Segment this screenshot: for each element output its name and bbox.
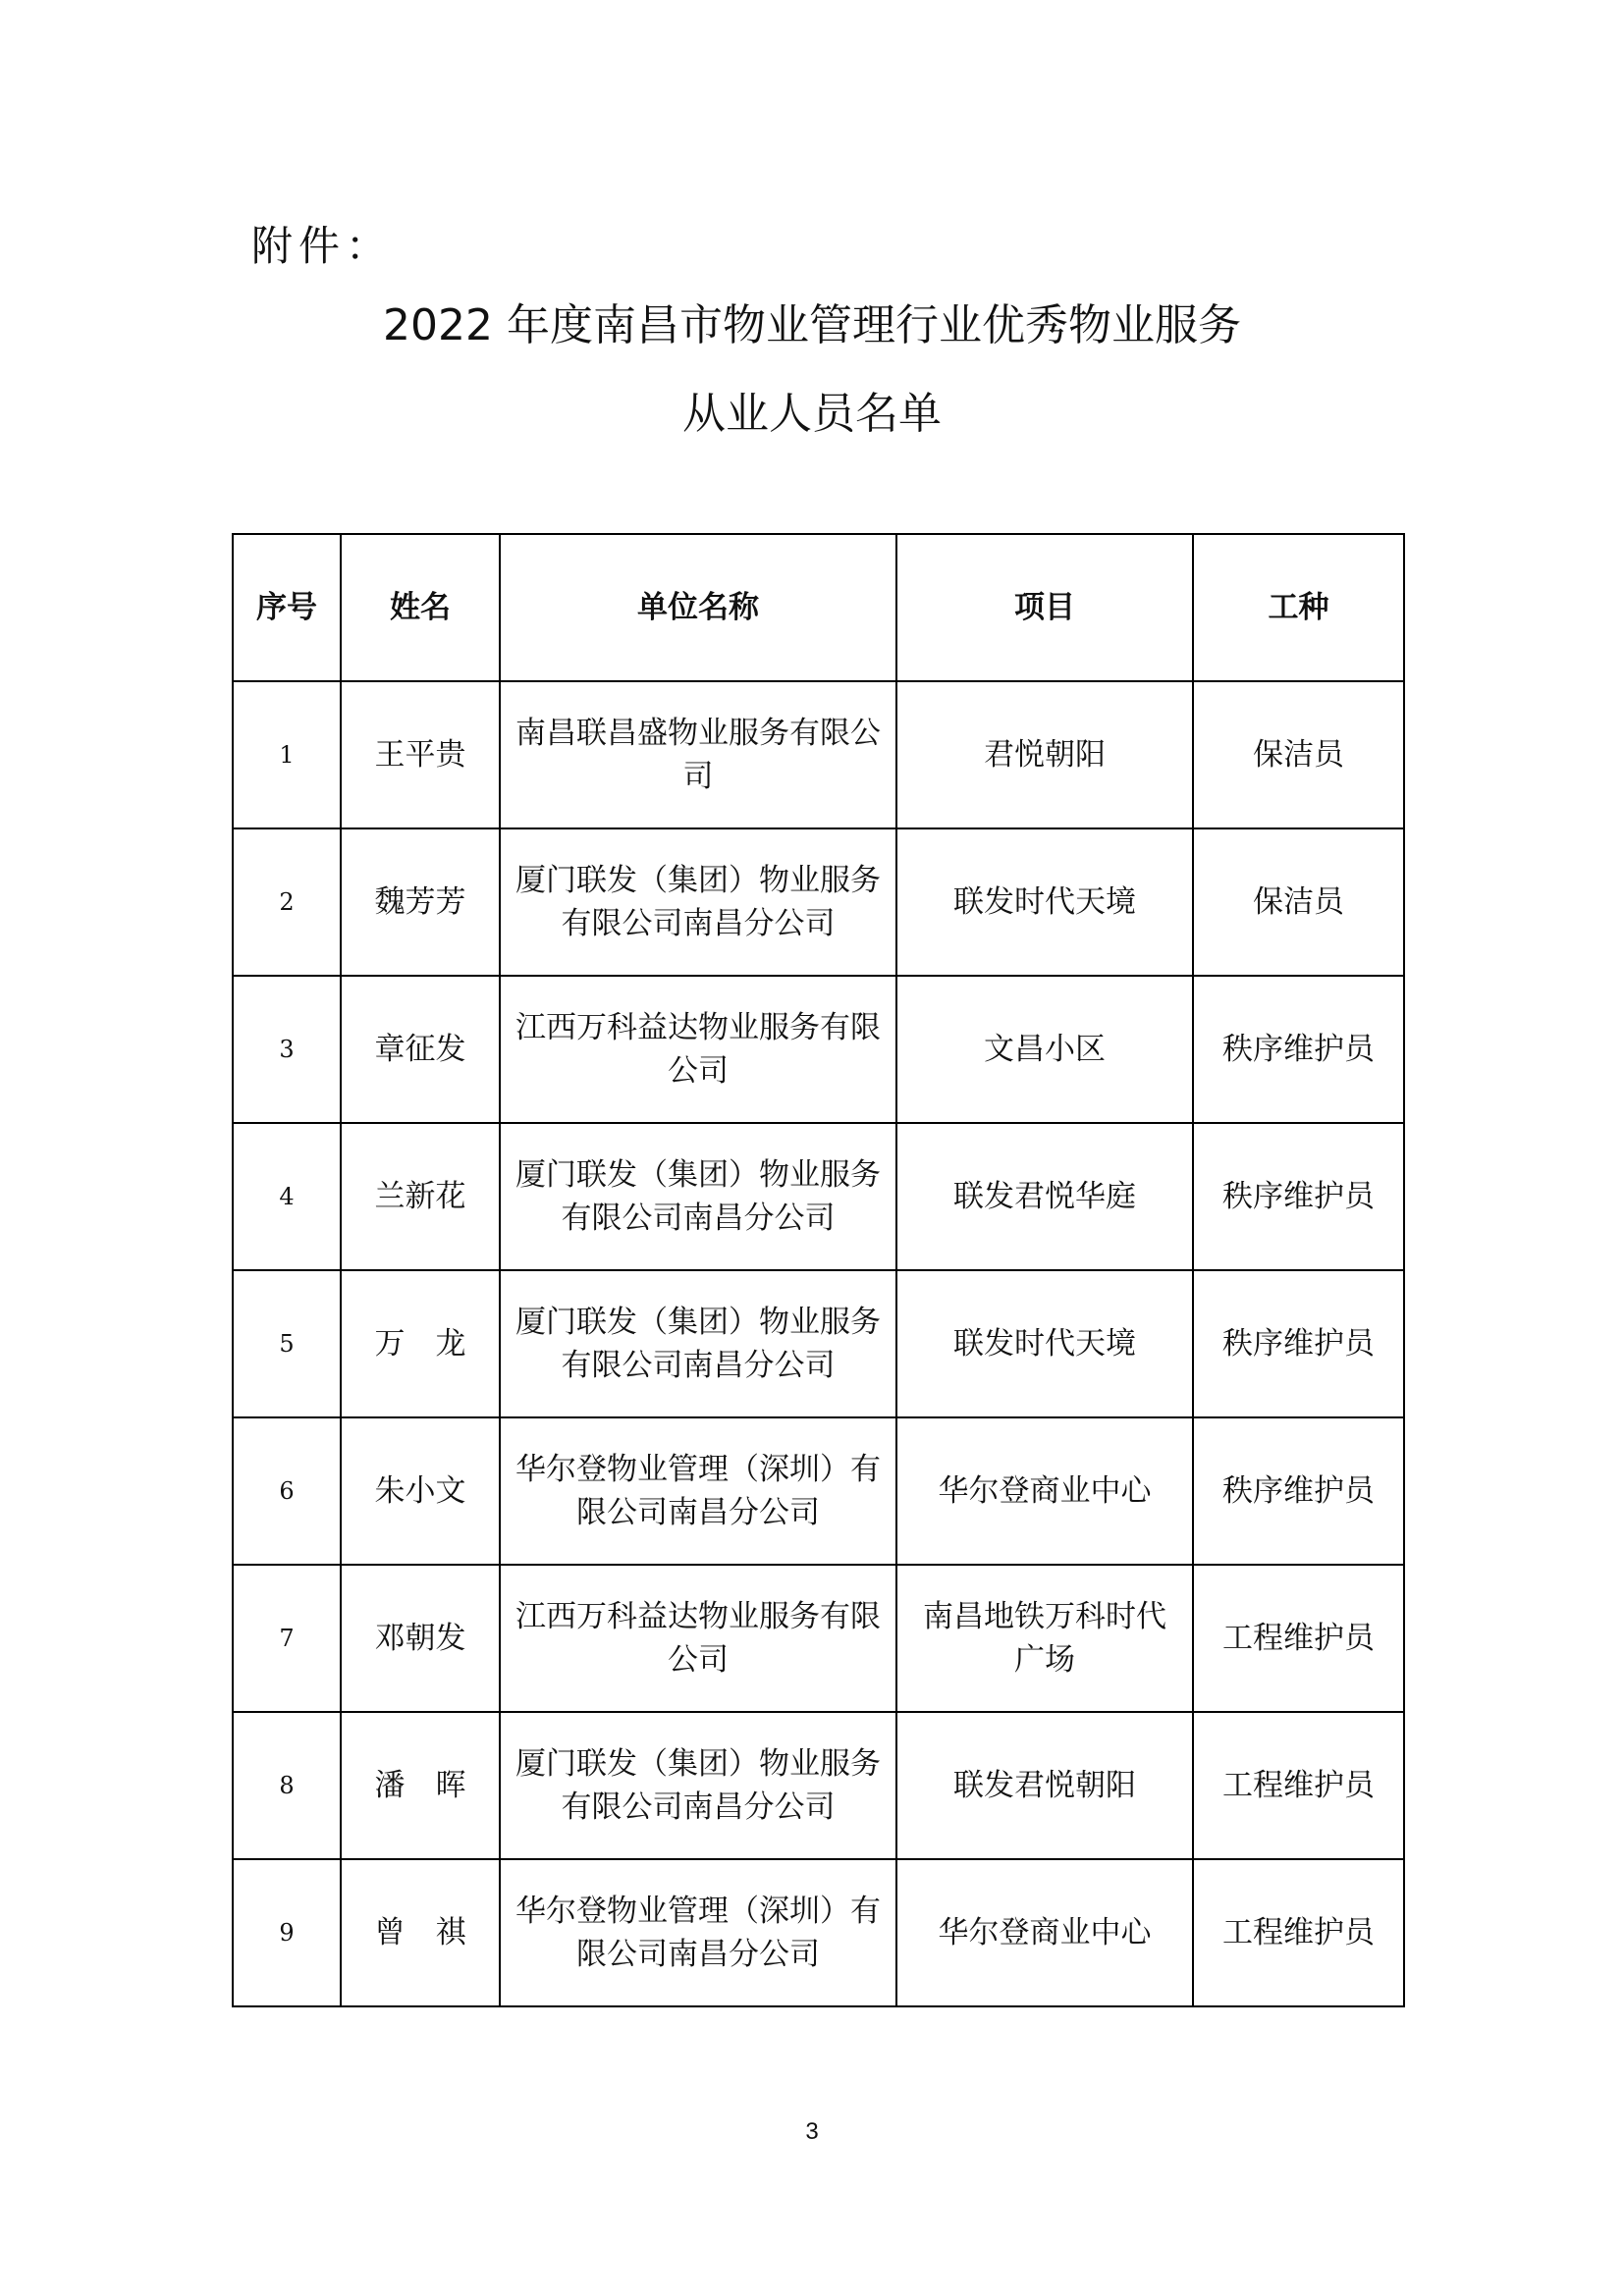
cell-name: 王平贵: [341, 681, 500, 828]
cell-name: 朱小文: [341, 1417, 500, 1565]
cell-unit: 厦门联发（集团）物业服务有限公司南昌分公司: [500, 1123, 896, 1270]
cell-name: 魏芳芳: [341, 828, 500, 976]
cell-no: 5: [233, 1270, 341, 1417]
header-no: 序号: [233, 534, 341, 681]
cell-unit: 江西万科益达物业服务有限公司: [500, 1565, 896, 1712]
cell-project: 南昌地铁万科时代广场: [896, 1565, 1193, 1712]
table-row: [233, 1859, 1404, 2006]
table-row: [233, 1270, 1404, 1417]
cell-no: 4: [233, 1123, 341, 1270]
cell-unit: 华尔登物业管理（深圳）有限公司南昌分公司: [500, 1417, 896, 1565]
cell-project: 华尔登商业中心: [896, 1859, 1193, 2006]
staff-roster-table: [232, 533, 1405, 2007]
header-unit: 单位名称: [500, 534, 896, 681]
cell-job: 秩序维护员: [1193, 1417, 1404, 1565]
cell-name: 邓朝发: [341, 1565, 500, 1712]
table-row: [233, 976, 1404, 1123]
cell-project: 联发君悦华庭: [896, 1123, 1193, 1270]
cell-no: 7: [233, 1565, 341, 1712]
cell-project: 君悦朝阳: [896, 681, 1193, 828]
table-row: [233, 828, 1404, 976]
cell-no: 2: [233, 828, 341, 976]
header-name: 姓名: [341, 534, 500, 681]
cell-name: 万 龙: [341, 1270, 500, 1417]
table-row: [233, 1417, 1404, 1565]
cell-unit: 南昌联昌盛物业服务有限公司: [500, 681, 896, 828]
cell-project: 联发君悦朝阳: [896, 1712, 1193, 1859]
table-row: [233, 681, 1404, 828]
cell-job: 工程维护员: [1193, 1859, 1404, 2006]
cell-project: 文昌小区: [896, 976, 1193, 1123]
cell-name: 章征发: [341, 976, 500, 1123]
cell-no: 8: [233, 1712, 341, 1859]
cell-unit: 厦门联发（集团）物业服务有限公司南昌分公司: [500, 828, 896, 976]
table-row: [233, 1123, 1404, 1270]
cell-job: 秩序维护员: [1193, 1270, 1404, 1417]
cell-job: 秩序维护员: [1193, 1123, 1404, 1270]
cell-unit: 江西万科益达物业服务有限公司: [500, 976, 896, 1123]
cell-project: 华尔登商业中心: [896, 1417, 1193, 1565]
document-title-line-2: 从业人员名单: [682, 389, 942, 439]
cell-job: 保洁员: [1193, 828, 1404, 976]
cell-unit: 华尔登物业管理（深圳）有限公司南昌分公司: [500, 1859, 896, 2006]
cell-no: 3: [233, 976, 341, 1123]
cell-no: 6: [233, 1417, 341, 1565]
table-row: [233, 1565, 1404, 1712]
cell-job: 秩序维护员: [1193, 976, 1404, 1123]
cell-name: 曾 祺: [341, 1859, 500, 2006]
cell-name: 潘 晖: [341, 1712, 500, 1859]
cell-project: 联发时代天境: [896, 1270, 1193, 1417]
cell-unit: 厦门联发（集团）物业服务有限公司南昌分公司: [500, 1712, 896, 1859]
cell-no: 1: [233, 681, 341, 828]
cell-name: 兰新花: [341, 1123, 500, 1270]
cell-no: 9: [233, 1859, 341, 2006]
header-job: 工种: [1193, 534, 1404, 681]
page-number: 3: [805, 2118, 819, 2145]
cell-job: 保洁员: [1193, 681, 1404, 828]
cell-job: 工程维护员: [1193, 1565, 1404, 1712]
header-project: 项目: [896, 534, 1193, 681]
document-title-line-1: 2022 年度南昌市物业管理行业优秀物业服务: [383, 300, 1241, 350]
cell-job: 工程维护员: [1193, 1712, 1404, 1859]
table-row: [233, 1712, 1404, 1859]
table-header-row: [233, 534, 1404, 681]
attachment-label: 附件：: [251, 222, 394, 270]
cell-unit: 厦门联发（集团）物业服务有限公司南昌分公司: [500, 1270, 896, 1417]
cell-project: 联发时代天境: [896, 828, 1193, 976]
